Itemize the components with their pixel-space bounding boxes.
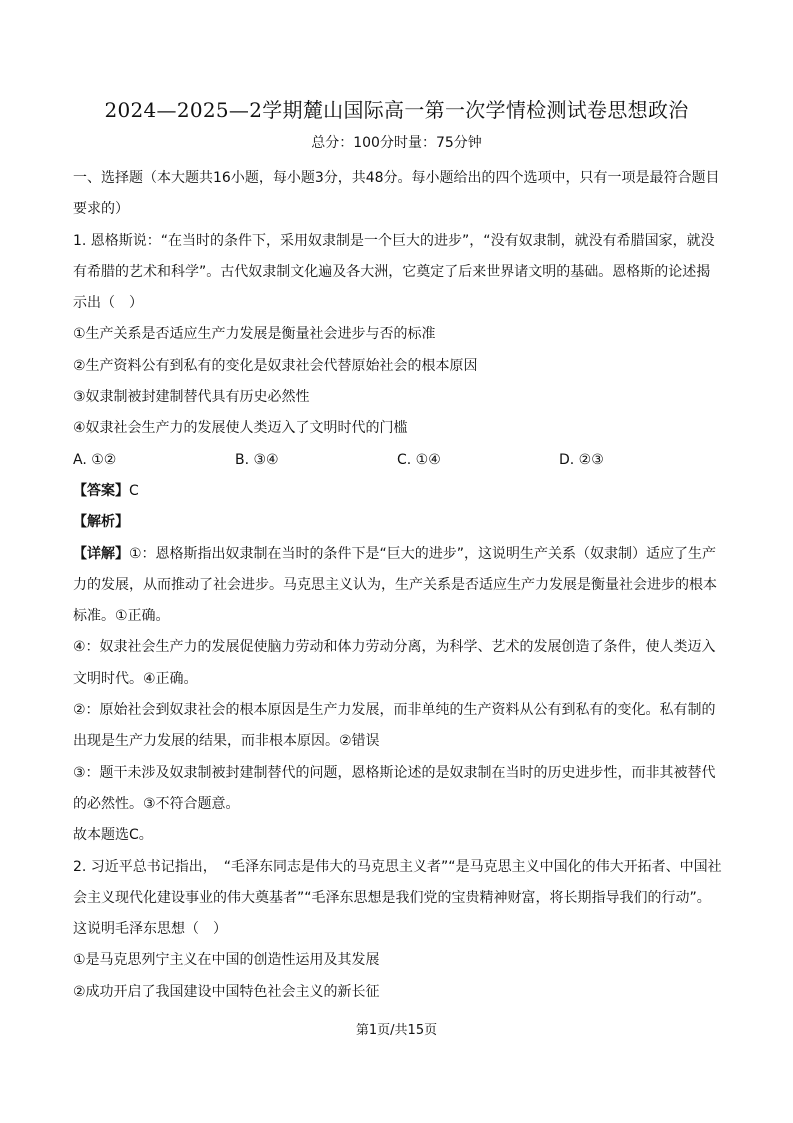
option-c: C. ①④ bbox=[397, 451, 441, 468]
exam-title: 2024—2025—2学期麓山国际高一第一次学情检测试卷思想政治 bbox=[104, 98, 689, 122]
option-a: A. ①② bbox=[73, 451, 117, 468]
exam-subtitle: 总分：100分时量：75分钟 bbox=[311, 135, 482, 151]
answer-tag: 【答案】 bbox=[73, 482, 129, 499]
document-body bbox=[73, 163, 723, 1008]
detail-paragraph: ④：奴隶社会生产力的发展促使脑力劳动和体力劳动分离，为科学、艺术的发展创造了条件，使人类迈入文明时代。④正确。 bbox=[73, 639, 716, 687]
question-2-stem: 2. 习近平总书记指出， “毛泽东同志是伟大的马克思主义者”“是马克思主义中国化的伟大开拓者、中国社会主义现代化建设事业的伟大奠基者”“毛泽东思想是我们党的宝贵精神财富，将长期指导我们的行动”。这说明毛泽东思想（ ） bbox=[73, 858, 722, 938]
question-1-item: ①生产关系是否适应生产力发展是衡量社会进步与否的标准 bbox=[73, 326, 436, 343]
question-1-options bbox=[73, 445, 723, 476]
analysis-tag: 【解析】 bbox=[73, 514, 129, 531]
question-1-item: ④奴隶社会生产力的发展使人类迈入了文明时代的门槛 bbox=[73, 420, 408, 437]
detail-text: ①：恩格斯指出奴隶制在当时的条件下是“巨大的进步”，这说明生产关系（奴隶制）适应了生产力的发展，从而推动了社会进步。马克思主义认为，生产关系是否适应生产力发展是衡量社会进步的根本标准。①正确。 bbox=[73, 545, 717, 625]
question-2-item: ②成功开启了我国建设中国特色社会主义的新长征 bbox=[73, 983, 380, 1000]
question-1-item: ③奴隶制被封建制替代具有历史必然性 bbox=[73, 389, 310, 406]
section-heading: 一、选择题（本大题共16小题，每小题3分，共48分。每小题给出的四个选项中，只有一项是最符合题目要求的） bbox=[73, 170, 720, 218]
question-1-item: ②生产资料公有到私有的变化是奴隶社会代替原始社会的根本原因 bbox=[73, 357, 478, 374]
question-1-stem: 1. 恩格斯说：“在当时的条件下，采用奴隶制是一个巨大的进步”，“没有奴隶制，就没有希腊国家，就没有希腊的艺术和科学”。古代奴隶制文化遍及各大洲，它奠定了后来世界诸文明的基础。恩格斯的论述揭示出（ ） bbox=[73, 232, 715, 312]
analysis-line bbox=[73, 507, 723, 538]
answer-line bbox=[73, 476, 723, 507]
conclusion: 故本题选C。 bbox=[73, 827, 153, 844]
answer-value: C bbox=[129, 482, 139, 499]
question-2-item: ①是马克思列宁主义在中国的创造性运用及其发展 bbox=[73, 952, 380, 969]
page-footer: 第1页/共15页 bbox=[355, 1023, 438, 1038]
detail-paragraph: ②：原始社会到奴隶社会的根本原因是生产力发展，而非单纯的生产资料从公有到私有的变化。私有制的出现是生产力发展的结果，而非根本原因。②错误 bbox=[73, 702, 716, 750]
detail-tag: 【详解】 bbox=[73, 545, 129, 562]
option-d: D. ②③ bbox=[559, 451, 604, 468]
detail-paragraph bbox=[73, 539, 723, 633]
detail-paragraph: ③：题干未涉及奴隶制被封建制替代的问题，恩格斯论述的是奴隶制在当时的历史进步性，而非其被替代的必然性。③不符合题意。 bbox=[73, 764, 716, 812]
option-b: B. ③④ bbox=[235, 451, 279, 468]
